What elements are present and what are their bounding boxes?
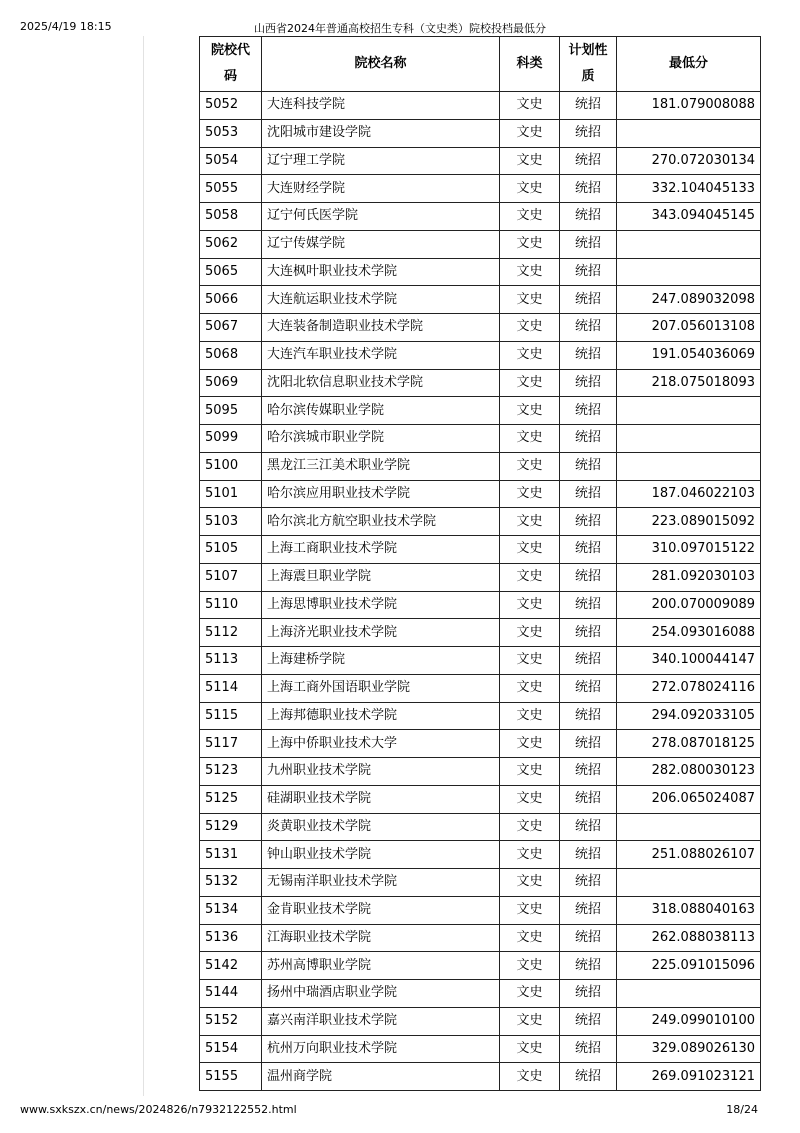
plan-type-cell: 统招 xyxy=(560,425,617,453)
page-title: 山西省2024年普通高校招生专科（文史类）院校投档最低分 xyxy=(254,22,546,35)
plan-type-cell: 统招 xyxy=(560,785,617,813)
school-name-cell: 嘉兴南洋职业技术学院 xyxy=(262,1007,500,1035)
category-cell: 文史 xyxy=(500,591,560,619)
category-cell: 文史 xyxy=(500,369,560,397)
col-header-category: 科类 xyxy=(500,37,560,92)
school-name-cell: 辽宁传媒学院 xyxy=(262,230,500,258)
print-datetime: 2025/4/19 18:15 xyxy=(20,20,112,33)
table-row xyxy=(200,980,761,1008)
category-cell: 文史 xyxy=(500,980,560,1008)
category-cell: 文史 xyxy=(500,508,560,536)
table-row xyxy=(200,452,761,480)
school-code-cell: 5129 xyxy=(200,813,262,841)
school-name-cell: 上海工商外国语职业学院 xyxy=(262,674,500,702)
category-cell: 文史 xyxy=(500,119,560,147)
table-row xyxy=(200,841,761,869)
school-name-cell: 哈尔滨传媒职业学院 xyxy=(262,397,500,425)
min-score-cell: 187.046022103 xyxy=(617,480,761,508)
school-code-cell: 5062 xyxy=(200,230,262,258)
school-name-cell: 大连枫叶职业技术学院 xyxy=(262,258,500,286)
min-score-cell: 269.091023121 xyxy=(617,1063,761,1091)
school-code-cell: 5055 xyxy=(200,175,262,203)
school-name-cell: 沈阳城市建设学院 xyxy=(262,119,500,147)
plan-type-cell: 统招 xyxy=(560,480,617,508)
category-cell: 文史 xyxy=(500,397,560,425)
min-score-cell xyxy=(617,258,761,286)
min-score-cell xyxy=(617,397,761,425)
min-score-cell: 223.089015092 xyxy=(617,508,761,536)
category-cell: 文史 xyxy=(500,869,560,897)
table-row xyxy=(200,758,761,786)
school-code-cell: 5123 xyxy=(200,758,262,786)
table-row xyxy=(200,591,761,619)
min-score-cell xyxy=(617,230,761,258)
table-row xyxy=(200,924,761,952)
plan-type-cell: 统招 xyxy=(560,674,617,702)
school-name-cell: 上海建桥学院 xyxy=(262,647,500,675)
margin-rule xyxy=(143,36,144,1096)
plan-type-cell: 统招 xyxy=(560,591,617,619)
category-cell: 文史 xyxy=(500,452,560,480)
plan-type-cell: 统招 xyxy=(560,508,617,536)
school-code-cell: 5067 xyxy=(200,314,262,342)
min-score-cell: 200.070009089 xyxy=(617,591,761,619)
school-name-cell: 上海工商职业技术学院 xyxy=(262,536,500,564)
school-name-cell: 硅湖职业技术学院 xyxy=(262,785,500,813)
school-code-cell: 5066 xyxy=(200,286,262,314)
min-score-cell: 251.088026107 xyxy=(617,841,761,869)
plan-type-cell: 统招 xyxy=(560,92,617,120)
school-name-cell: 上海震旦职业学院 xyxy=(262,563,500,591)
plan-type-cell: 统招 xyxy=(560,980,617,1008)
category-cell: 文史 xyxy=(500,230,560,258)
plan-type-cell: 统招 xyxy=(560,869,617,897)
min-score-cell: 329.089026130 xyxy=(617,1035,761,1063)
school-code-cell: 5103 xyxy=(200,508,262,536)
school-name-cell: 大连财经学院 xyxy=(262,175,500,203)
min-score-cell: 218.075018093 xyxy=(617,369,761,397)
table-row xyxy=(200,1035,761,1063)
category-cell: 文史 xyxy=(500,286,560,314)
school-name-cell: 大连科技学院 xyxy=(262,92,500,120)
min-score-cell: 281.092030103 xyxy=(617,563,761,591)
category-cell: 文史 xyxy=(500,785,560,813)
school-code-cell: 5099 xyxy=(200,425,262,453)
plan-type-cell: 统招 xyxy=(560,896,617,924)
page-url: www.sxkszx.cn/news/2024826/n7932122552.html xyxy=(20,1103,297,1116)
school-code-cell: 5131 xyxy=(200,841,262,869)
school-name-cell: 金肯职业技术学院 xyxy=(262,896,500,924)
category-cell: 文史 xyxy=(500,203,560,231)
category-cell: 文史 xyxy=(500,1063,560,1091)
table-row xyxy=(200,341,761,369)
category-cell: 文史 xyxy=(500,92,560,120)
min-score-cell: 249.099010100 xyxy=(617,1007,761,1035)
table-row xyxy=(200,508,761,536)
scores-table xyxy=(199,36,761,1091)
school-name-cell: 江海职业技术学院 xyxy=(262,924,500,952)
table-row xyxy=(200,619,761,647)
school-name-cell: 上海济光职业技术学院 xyxy=(262,619,500,647)
school-name-cell: 黑龙江三江美术职业学院 xyxy=(262,452,500,480)
table-row xyxy=(200,952,761,980)
table-row xyxy=(200,286,761,314)
table-body xyxy=(200,92,761,1091)
min-score-cell: 318.088040163 xyxy=(617,896,761,924)
category-cell: 文史 xyxy=(500,674,560,702)
school-name-cell: 上海中侨职业技术大学 xyxy=(262,730,500,758)
school-code-cell: 5132 xyxy=(200,869,262,897)
table-row xyxy=(200,369,761,397)
school-code-cell: 5144 xyxy=(200,980,262,1008)
plan-type-cell: 统招 xyxy=(560,341,617,369)
category-cell: 文史 xyxy=(500,896,560,924)
table-row xyxy=(200,730,761,758)
category-cell: 文史 xyxy=(500,480,560,508)
min-score-cell: 247.089032098 xyxy=(617,286,761,314)
school-code-cell: 5134 xyxy=(200,896,262,924)
category-cell: 文史 xyxy=(500,314,560,342)
min-score-cell: 340.100044147 xyxy=(617,647,761,675)
school-code-cell: 5136 xyxy=(200,924,262,952)
min-score-cell: 310.097015122 xyxy=(617,536,761,564)
table-row xyxy=(200,1007,761,1035)
table-row xyxy=(200,425,761,453)
category-cell: 文史 xyxy=(500,813,560,841)
school-name-cell: 上海邦德职业技术学院 xyxy=(262,702,500,730)
category-cell: 文史 xyxy=(500,536,560,564)
category-cell: 文史 xyxy=(500,647,560,675)
school-code-cell: 5100 xyxy=(200,452,262,480)
category-cell: 文史 xyxy=(500,1035,560,1063)
plan-type-cell: 统招 xyxy=(560,730,617,758)
school-name-cell: 沈阳北软信息职业技术学院 xyxy=(262,369,500,397)
table-row xyxy=(200,203,761,231)
school-code-cell: 5105 xyxy=(200,536,262,564)
plan-type-cell: 统招 xyxy=(560,452,617,480)
plan-type-cell: 统招 xyxy=(560,147,617,175)
category-cell: 文史 xyxy=(500,175,560,203)
header-row xyxy=(200,37,761,92)
plan-type-cell: 统招 xyxy=(560,314,617,342)
category-cell: 文史 xyxy=(500,702,560,730)
school-code-cell: 5110 xyxy=(200,591,262,619)
table-row xyxy=(200,896,761,924)
school-code-cell: 5142 xyxy=(200,952,262,980)
category-cell: 文史 xyxy=(500,952,560,980)
plan-type-cell: 统招 xyxy=(560,536,617,564)
plan-type-cell: 统招 xyxy=(560,841,617,869)
plan-type-cell: 统招 xyxy=(560,619,617,647)
table-row xyxy=(200,175,761,203)
col-header-plan-type: 计划性质 xyxy=(560,37,617,92)
school-code-cell: 5054 xyxy=(200,147,262,175)
school-name-cell: 九州职业技术学院 xyxy=(262,758,500,786)
table-row xyxy=(200,147,761,175)
plan-type-cell: 统招 xyxy=(560,563,617,591)
table-row xyxy=(200,480,761,508)
min-score-cell: 272.078024116 xyxy=(617,674,761,702)
min-score-cell: 282.080030123 xyxy=(617,758,761,786)
plan-type-cell: 统招 xyxy=(560,813,617,841)
school-name-cell: 温州商学院 xyxy=(262,1063,500,1091)
category-cell: 文史 xyxy=(500,841,560,869)
plan-type-cell: 统招 xyxy=(560,952,617,980)
table-row xyxy=(200,536,761,564)
category-cell: 文史 xyxy=(500,258,560,286)
min-score-cell xyxy=(617,425,761,453)
min-score-cell: 225.091015096 xyxy=(617,952,761,980)
category-cell: 文史 xyxy=(500,147,560,175)
table-row xyxy=(200,92,761,120)
category-cell: 文史 xyxy=(500,924,560,952)
school-name-cell: 钟山职业技术学院 xyxy=(262,841,500,869)
plan-type-cell: 统招 xyxy=(560,369,617,397)
plan-type-cell: 统招 xyxy=(560,1007,617,1035)
school-code-cell: 5069 xyxy=(200,369,262,397)
table-row xyxy=(200,785,761,813)
col-header-name: 院校名称 xyxy=(262,37,500,92)
table-row xyxy=(200,230,761,258)
school-code-cell: 5052 xyxy=(200,92,262,120)
plan-type-cell: 统招 xyxy=(560,397,617,425)
plan-type-cell: 统招 xyxy=(560,647,617,675)
min-score-cell: 206.065024087 xyxy=(617,785,761,813)
school-name-cell: 扬州中瑞酒店职业学院 xyxy=(262,980,500,1008)
table-row xyxy=(200,647,761,675)
table-row xyxy=(200,1063,761,1091)
min-score-cell: 262.088038113 xyxy=(617,924,761,952)
category-cell: 文史 xyxy=(500,730,560,758)
plan-type-cell: 统招 xyxy=(560,702,617,730)
table-row xyxy=(200,702,761,730)
school-code-cell: 5058 xyxy=(200,203,262,231)
school-code-cell: 5154 xyxy=(200,1035,262,1063)
table-row xyxy=(200,869,761,897)
school-code-cell: 5117 xyxy=(200,730,262,758)
category-cell: 文史 xyxy=(500,758,560,786)
category-cell: 文史 xyxy=(500,341,560,369)
school-name-cell: 辽宁理工学院 xyxy=(262,147,500,175)
category-cell: 文史 xyxy=(500,1007,560,1035)
table-row xyxy=(200,813,761,841)
school-name-cell: 大连装备制造职业技术学院 xyxy=(262,314,500,342)
school-code-cell: 5115 xyxy=(200,702,262,730)
category-cell: 文史 xyxy=(500,563,560,591)
min-score-cell: 254.093016088 xyxy=(617,619,761,647)
table-row xyxy=(200,258,761,286)
school-code-cell: 5114 xyxy=(200,674,262,702)
school-code-cell: 5113 xyxy=(200,647,262,675)
plan-type-cell: 统招 xyxy=(560,924,617,952)
school-name-cell: 哈尔滨城市职业学院 xyxy=(262,425,500,453)
min-score-cell xyxy=(617,119,761,147)
plan-type-cell: 统招 xyxy=(560,175,617,203)
plan-type-cell: 统招 xyxy=(560,1035,617,1063)
plan-type-cell: 统招 xyxy=(560,119,617,147)
table-row xyxy=(200,397,761,425)
school-code-cell: 5065 xyxy=(200,258,262,286)
page-number: 18/24 xyxy=(726,1103,758,1116)
min-score-cell: 181.079008088 xyxy=(617,92,761,120)
min-score-cell: 191.054036069 xyxy=(617,341,761,369)
school-name-cell: 炎黄职业技术学院 xyxy=(262,813,500,841)
min-score-cell xyxy=(617,813,761,841)
plan-type-cell: 统招 xyxy=(560,258,617,286)
min-score-cell: 270.072030134 xyxy=(617,147,761,175)
school-code-cell: 5107 xyxy=(200,563,262,591)
min-score-cell: 207.056013108 xyxy=(617,314,761,342)
min-score-cell: 278.087018125 xyxy=(617,730,761,758)
plan-type-cell: 统招 xyxy=(560,230,617,258)
school-name-cell: 哈尔滨北方航空职业技术学院 xyxy=(262,508,500,536)
school-name-cell: 大连汽车职业技术学院 xyxy=(262,341,500,369)
min-score-cell xyxy=(617,452,761,480)
school-name-cell: 辽宁何氏医学院 xyxy=(262,203,500,231)
col-header-min-score: 最低分 xyxy=(617,37,761,92)
table-row xyxy=(200,674,761,702)
school-name-cell: 无锡南洋职业技术学院 xyxy=(262,869,500,897)
plan-type-cell: 统招 xyxy=(560,203,617,231)
table-row xyxy=(200,563,761,591)
school-code-cell: 5125 xyxy=(200,785,262,813)
school-name-cell: 大连航运职业技术学院 xyxy=(262,286,500,314)
category-cell: 文史 xyxy=(500,619,560,647)
plan-type-cell: 统招 xyxy=(560,286,617,314)
school-code-cell: 5101 xyxy=(200,480,262,508)
school-code-cell: 5095 xyxy=(200,397,262,425)
col-header-code: 院校代码 xyxy=(200,37,262,92)
school-code-cell: 5053 xyxy=(200,119,262,147)
school-code-cell: 5155 xyxy=(200,1063,262,1091)
school-code-cell: 5112 xyxy=(200,619,262,647)
table-header xyxy=(200,37,761,92)
school-code-cell: 5152 xyxy=(200,1007,262,1035)
plan-type-cell: 统招 xyxy=(560,1063,617,1091)
plan-type-cell: 统招 xyxy=(560,758,617,786)
table-row xyxy=(200,314,761,342)
min-score-cell: 332.104045133 xyxy=(617,175,761,203)
school-name-cell: 哈尔滨应用职业技术学院 xyxy=(262,480,500,508)
min-score-cell xyxy=(617,980,761,1008)
min-score-cell: 294.092033105 xyxy=(617,702,761,730)
school-name-cell: 上海思博职业技术学院 xyxy=(262,591,500,619)
min-score-cell: 343.094045145 xyxy=(617,203,761,231)
school-code-cell: 5068 xyxy=(200,341,262,369)
category-cell: 文史 xyxy=(500,425,560,453)
school-name-cell: 苏州高博职业学院 xyxy=(262,952,500,980)
table-row xyxy=(200,119,761,147)
school-name-cell: 杭州万向职业技术学院 xyxy=(262,1035,500,1063)
min-score-cell xyxy=(617,869,761,897)
